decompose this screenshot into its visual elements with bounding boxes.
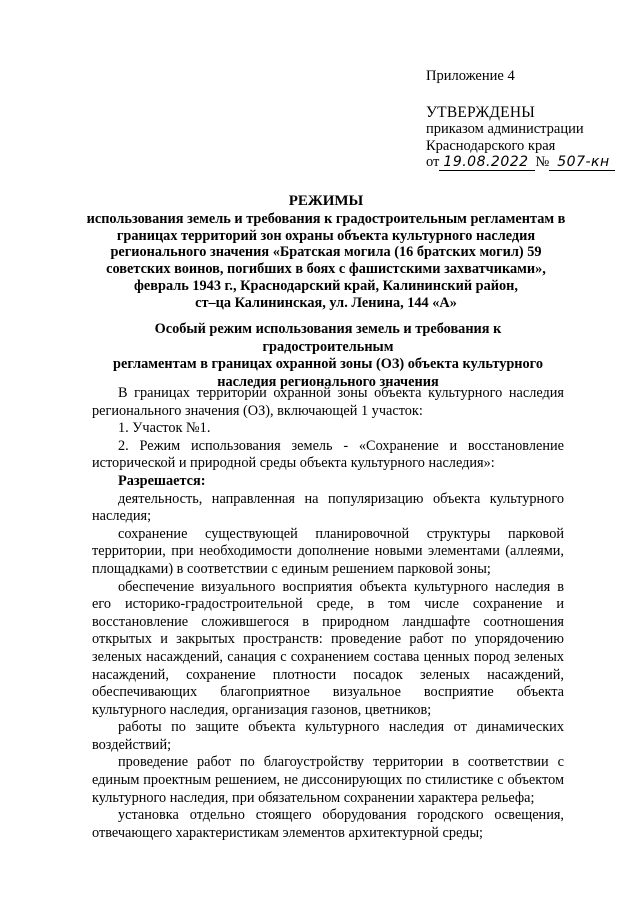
paragraph-item-2: 2. Режим использования земель - «Сохранение и восстановление исторической и природной среды объекта культурного наследия»: — [92, 437, 564, 472]
title-line: регионального значения «Братская могила (16 братских могил) 59 — [110, 244, 542, 261]
date-prefix: от — [426, 154, 440, 170]
approval-line-2: Краснодарского края — [426, 137, 556, 154]
paragraph-popularization: деятельность, направленная на популяризацию объекта культурного наследия; — [92, 490, 564, 525]
number-prefix: № — [535, 154, 550, 170]
section-subtitle — [92, 321, 564, 391]
title-line: февраль 1943 г., Краснодарский край, Калининский район, — [134, 277, 518, 294]
paragraph-lighting: установка отдельно стоящего оборудования городского освещения, отвечающего характеристикам элементов архитектурной среды; — [92, 807, 564, 841]
handwritten-date: 19.08.2022 — [439, 155, 535, 171]
approved-heading: УТВЕРЖДЕНЫ — [426, 103, 535, 121]
paragraph-park-structure: сохранение существующей планировочной структуры парковой территории, при необходимости дополнение новыми элементами (аллеями, площадками) в соответствии с единым решением парковой зоны; — [92, 525, 564, 577]
approval-line-1: приказом администрации — [426, 121, 584, 137]
approval-date-line — [426, 154, 626, 171]
title-line: советских воинов, погибших в боях с фашистскими захватчиками», — [106, 261, 546, 278]
subtitle-line: наследия регионального значения — [217, 373, 439, 390]
title-line: использования земель и требования к градостроительным регламентам в — [86, 210, 566, 227]
appendix-label: Приложение 4 — [426, 68, 515, 84]
subtitle-line: Особый режим использования земель и требования к градостроительным — [154, 321, 502, 355]
approval-stamp — [426, 68, 626, 171]
document-title — [86, 193, 566, 312]
handwritten-number: 507-кн — [549, 155, 615, 171]
title-line: границах территорий зон охраны объекта культурного наследия — [116, 227, 536, 244]
subtitle-line: регламентам в границах охранной зоны (ОЗ) объекта культурного — [113, 356, 543, 372]
paragraph-item-1: 1. Участок №1. — [118, 420, 211, 437]
paragraph-improvement: проведение работ по благоустройству территории в соответствии с единым проектным решением, не диссонирующих по стилистике с объектом культурного наследия, при обязательном сохранении характера рельефа; — [92, 754, 564, 806]
paragraph-visual-perception: обеспечение визуального восприятия объекта культурного наследия в его историко-градостроительной среде, в том числе сохранение и восстановление сложившегося в природном ландшафте соотношения открытых и закрытых пространств: проведение работ по упорядочению зеленых насаждений, санация с сохранением состава ценных пород зеленых насаждений, сохранение плотности посадок зеленых насаждений, обеспечивающих благоприятное визуальное восприятие объекта культурного наследия, организация газонов, цветников; — [92, 578, 564, 718]
paragraph-intro: В границах территории охранной зоны объекта культурного наследия регионального значения (ОЗ), включающей 1 участок: — [92, 385, 564, 419]
document-body — [92, 385, 564, 842]
paragraph-protection: работы по защите объекта культурного наследия от динамических воздействий; — [92, 719, 564, 753]
title-heading: РЕЖИМЫ — [288, 193, 364, 209]
paragraph-allowed-heading: Разрешается: — [118, 472, 206, 489]
title-line: ст–ца Калининская, ул. Ленина, 144 «А» — [195, 294, 457, 311]
